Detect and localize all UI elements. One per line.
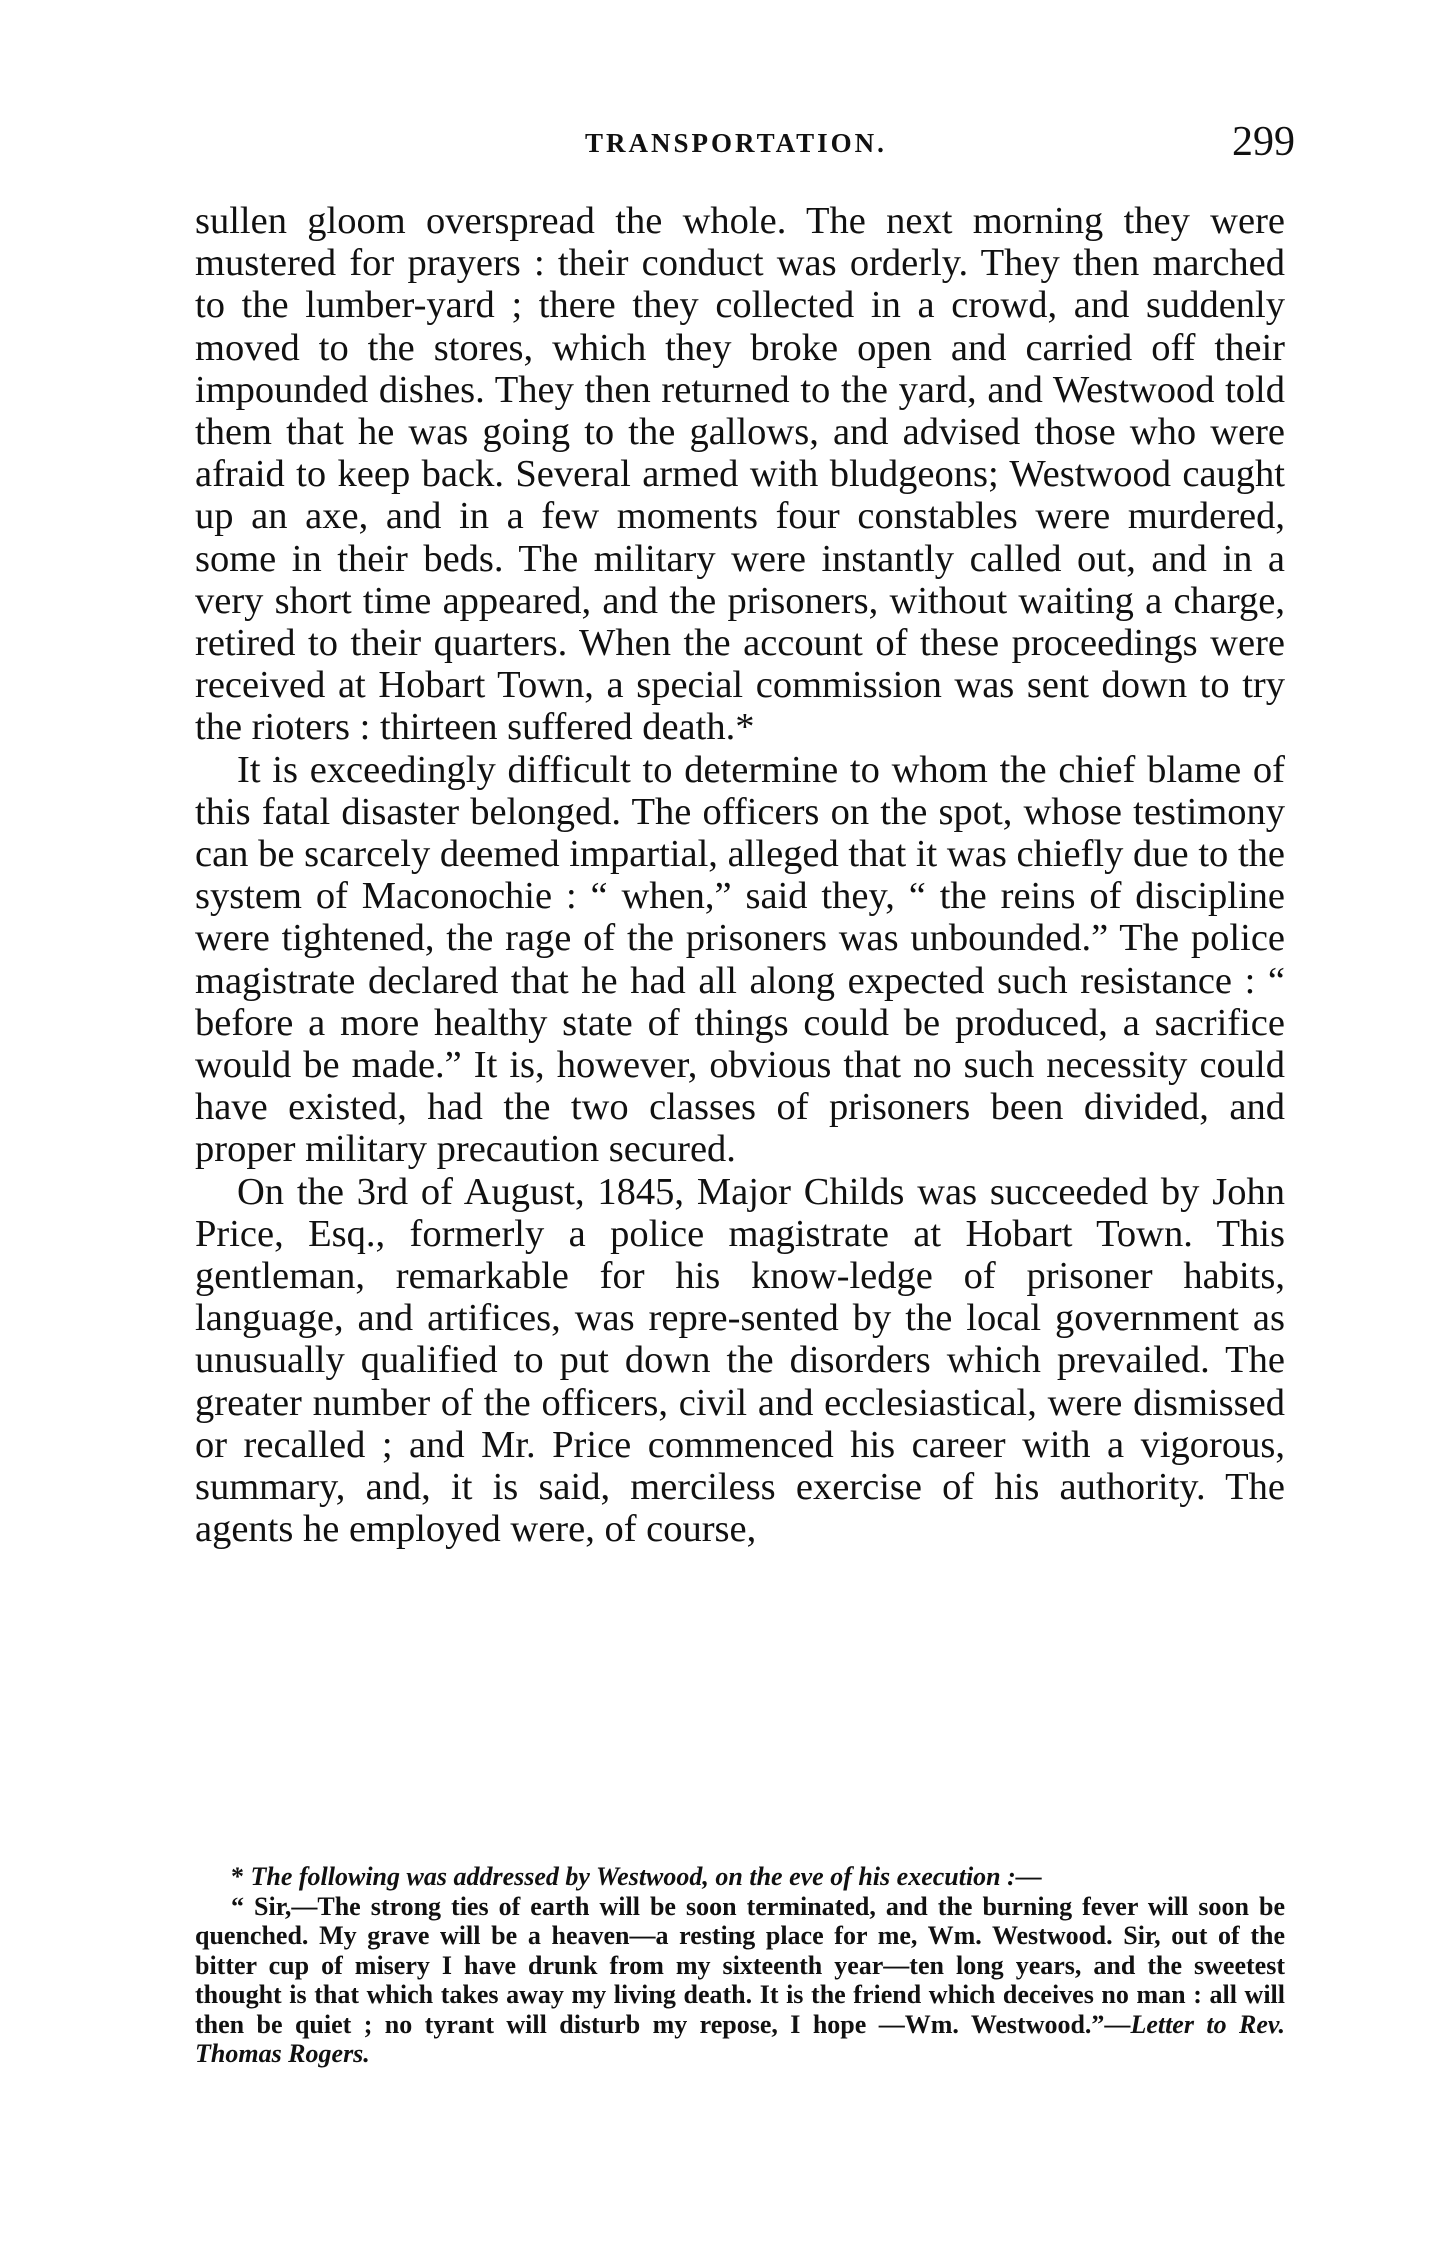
- footnote-quote-line: [195, 1892, 1285, 2069]
- footnote: [195, 1862, 1285, 2069]
- main-text: [195, 200, 1285, 1551]
- footnote-quote: “ Sir,—The strong ties of earth will be soon terminated, and the burning fever will soon be quenched. My grave will be a heaven—a resting place for me, Wm. Westwood. Sir, out of the bitter cup of misery I have drunk from my sixteenth year—ten long years, and the sweetest thought is that which takes away my living death. It is the friend which deceives no man : all will then be quiet ; no tyrant will disturb my repose, I hope —Wm. Westwood.”—: [195, 1891, 1285, 2039]
- paragraph-continued: sullen gloom overspread the whole. The next morning they were mustered for prayers : their conduct was orderly. They then marched to the lumber-yard ; there they collected in a crowd, and suddenly moved to the stores, which they broke open and carried off their impounded dishes. They then returned to the yard, and Westwood told them that he was going to the gallows, and advised those who were afraid to keep back. Several armed with bludgeons; Westwood caught up an axe, and in a few moments four constables were murdered, some in their beds. The military were instantly called out, and in a very short time appeared, and the prisoners, without waiting a charge, retired to their quarters. When the account of these proceedings were received at Hobart Town, a special commission was sent down to try the rioters : thirteen suffered death.*: [195, 200, 1285, 749]
- footnote-intro: The following was addressed by Westwood, on the eve of his execution :—: [250, 1862, 1042, 1891]
- paragraph-price: On the 3rd of August, 1845, Major Childs was succeeded by John Price, Esq., formerly a police magistrate at Hobart Town. This gentleman, remarkable for his know-ledge of prisoner habits, language, and artifices, was repre-sented by the local government as unusually qualified to put down the disorders which prevailed. The greater number of the officers, civil and ecclesiastical, were dismissed or recalled ; and Mr. Price commenced his career with a vigorous, summary, and, it is said, merciless exercise of his authority. The agents he employed were, of course,: [195, 1170, 1285, 1551]
- footnote-citation: Letter to Rev. Thomas Rogers.: [195, 2009, 1285, 2068]
- page-number: 299: [1232, 119, 1295, 165]
- running-title: TRANSPORTATION.: [585, 128, 887, 158]
- page-header: [195, 118, 1295, 178]
- footnote-intro-line: [195, 1862, 1285, 1892]
- footnote-marker: *: [231, 1862, 244, 1891]
- paragraph-blame: It is exceedingly difficult to determine to whom the chief blame of this fatal disaster belonged. The officers on the spot, whose testimony can be scarcely deemed impartial, alleged that it was chiefly due to the system of Maconochie : “ when,” said they, “ the reins of discipline were tightened, the rage of the prisoners was unbounded.” The police magistrate declared that he had all along expected such resistance : “ before a more healthy state of things could be produced, a sacrifice would be made.” It is, however, obvious that no such necessity could have existed, had the two classes of prisoners been divided, and proper military precaution secured.: [195, 748, 1285, 1171]
